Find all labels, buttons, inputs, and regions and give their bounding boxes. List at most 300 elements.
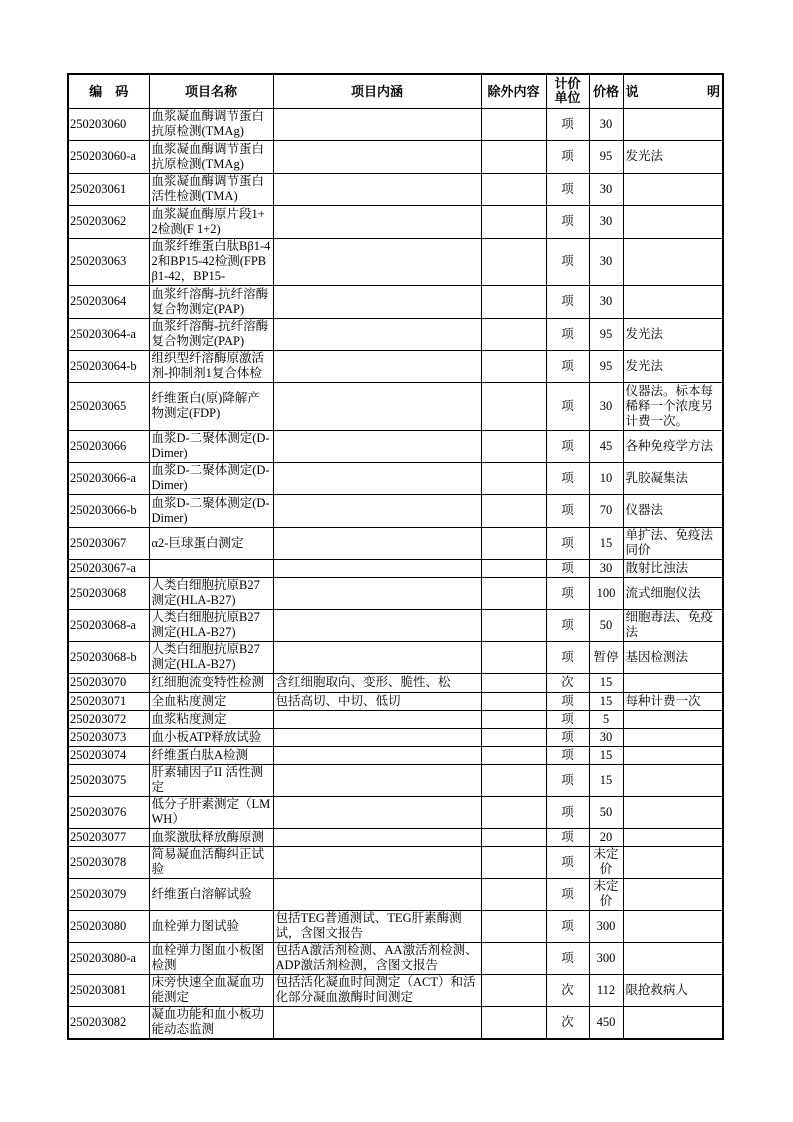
unit-cell: [546, 382, 589, 430]
table-row: [68, 796, 723, 828]
table-row: [68, 878, 723, 910]
unit-cell-text: 项: [561, 772, 574, 787]
note-cell-text: 仪器法。标本每稀释一个浓度另计费一次。: [625, 383, 714, 428]
table-row: [68, 577, 723, 609]
note-cell: [623, 318, 723, 350]
unit-cell-text: 项: [561, 116, 574, 131]
content-cell: [273, 462, 481, 494]
table-row: [68, 641, 723, 673]
price-cell-text: 15: [599, 772, 613, 787]
code-cell: [68, 108, 149, 140]
name-cell-text: 人类白细胞抗原B27测定(HLA-B27): [151, 578, 260, 607]
code-cell: [68, 910, 149, 942]
code-cell: [68, 350, 149, 382]
name-cell-text: 人类白细胞抗原B27测定(HLA-B27): [151, 610, 260, 639]
price-cell-text: 15: [599, 693, 613, 708]
price-cell: [589, 974, 623, 1006]
header-price: 价格: [589, 74, 623, 108]
excluded-cell: [481, 641, 546, 673]
price-cell: [589, 494, 623, 527]
code-cell-text: 250203072: [70, 711, 127, 726]
note-cell-text: 细胞毒法、免疫法: [625, 610, 714, 639]
name-cell-text: 纤维蛋白肽A检测: [151, 747, 249, 762]
note-cell: [623, 828, 723, 846]
code-cell: [68, 318, 149, 350]
code-cell-text: 250203060: [70, 116, 127, 131]
table-row: [68, 318, 723, 350]
unit-cell-text: 项: [561, 181, 574, 196]
note-cell: [623, 710, 723, 728]
excluded-cell: [481, 238, 546, 285]
excluded-cell: [481, 974, 546, 1006]
name-cell: [149, 692, 273, 710]
header-note-left: 说: [625, 83, 639, 99]
content-cell: [273, 238, 481, 285]
price-cell: [589, 910, 623, 942]
unit-cell-text: 项: [561, 649, 574, 664]
unit-cell-text: 项: [561, 503, 574, 517]
table-row: [68, 559, 723, 577]
unit-cell-text: 项: [561, 711, 574, 726]
excluded-cell: [481, 710, 546, 728]
code-cell: [68, 641, 149, 673]
table-row: [68, 692, 723, 710]
note-cell: [623, 974, 723, 1006]
unit-cell-text: 次: [561, 982, 574, 997]
note-cell: [623, 673, 723, 692]
price-cell-text: 95: [599, 326, 613, 341]
unit-cell: [546, 878, 589, 910]
price-cell-text: 30: [599, 294, 613, 308]
excluded-cell: [481, 205, 546, 238]
unit-cell: [546, 764, 589, 796]
unit-cell: [546, 238, 589, 285]
price-cell-text: 95: [599, 358, 613, 373]
content-cell: [273, 205, 481, 238]
code-cell: [68, 796, 149, 828]
unit-cell-text: 项: [561, 535, 574, 550]
name-cell: [149, 641, 273, 673]
unit-cell: [546, 641, 589, 673]
price-cell: [589, 559, 623, 577]
name-cell-text: 血浆粘度测定: [151, 711, 227, 726]
excluded-cell: [481, 527, 546, 559]
code-cell-text: 250203068-a: [70, 617, 136, 632]
excluded-cell: [481, 673, 546, 692]
unit-cell-text: 项: [561, 358, 574, 373]
content-cell: [273, 173, 481, 205]
note-cell: [623, 910, 723, 942]
content-cell: [273, 382, 481, 430]
table-row: [68, 173, 723, 205]
content-cell: [273, 577, 481, 609]
header-content: 项目内涵: [273, 74, 481, 108]
note-cell-text: 发光法: [625, 326, 664, 341]
price-cell: [589, 846, 623, 878]
price-cell-text: 100: [596, 585, 616, 600]
note-cell-text: 发光法: [625, 358, 664, 373]
code-cell: [68, 238, 149, 285]
code-cell: [68, 878, 149, 910]
name-cell: [149, 140, 273, 173]
table-row: [68, 382, 723, 430]
note-cell: [623, 577, 723, 609]
excluded-cell: [481, 494, 546, 527]
table-row: [68, 205, 723, 238]
note-cell-text: 限抢救病人: [625, 982, 689, 997]
name-cell: [149, 108, 273, 140]
note-cell: [623, 430, 723, 462]
code-cell-text: 250203064: [70, 294, 127, 308]
code-cell-text: 250203062: [70, 214, 127, 228]
code-cell-text: 250203073: [70, 729, 127, 744]
content-cell: [273, 878, 481, 910]
note-cell: [623, 764, 723, 796]
header-code: 编 码: [68, 74, 149, 108]
unit-cell: [546, 527, 589, 559]
note-cell-text: 仪器法: [625, 503, 664, 517]
content-cell: [273, 942, 481, 974]
name-cell-text: 床旁快速全血凝血功能测定: [151, 975, 265, 1004]
content-cell: [273, 318, 481, 350]
name-cell: [149, 609, 273, 641]
code-cell-text: 250203066-a: [70, 470, 136, 485]
excluded-cell: [481, 108, 546, 140]
name-cell-text: 血浆纤维蛋白肽Bβ1-42和BP15-42检测(FPBβ1-42，BP15-: [151, 239, 271, 283]
price-cell: [589, 108, 623, 140]
code-cell: [68, 1006, 149, 1039]
unit-cell: [546, 746, 589, 764]
code-cell-text: 250203076: [70, 804, 127, 819]
unit-cell-text: 项: [561, 470, 574, 485]
note-cell-text: 每种计费一次: [625, 693, 701, 708]
unit-cell: [546, 609, 589, 641]
content-cell-text: 包括高切、中切、低切: [275, 693, 401, 708]
note-cell: [623, 527, 723, 559]
note-cell: [623, 942, 723, 974]
code-cell: [68, 846, 149, 878]
code-cell-text: 250203075: [70, 772, 127, 787]
price-cell-text: 20: [599, 829, 613, 844]
content-cell-text: 包括A激活剂检测、AA激活剂检测、ADP激活剂检测，含图文报告: [275, 943, 478, 972]
table-row: [68, 910, 723, 942]
price-cell-text: 15: [599, 747, 613, 762]
content-cell: [273, 910, 481, 942]
price-cell: [589, 350, 623, 382]
unit-cell: [546, 796, 589, 828]
note-cell: [623, 609, 723, 641]
note-cell-text: 单扩法、免疫法同价: [625, 528, 714, 557]
code-cell-text: 250203068-b: [70, 649, 137, 664]
excluded-cell: [481, 764, 546, 796]
code-cell: [68, 205, 149, 238]
table-row: [68, 673, 723, 692]
content-cell: [273, 641, 481, 673]
price-cell-text: 30: [599, 729, 613, 744]
price-cell: [589, 430, 623, 462]
code-cell: [68, 746, 149, 764]
price-cell-text: 15: [599, 675, 613, 689]
unit-cell-text: 项: [561, 214, 574, 228]
excluded-cell: [481, 577, 546, 609]
price-cell: [589, 1006, 623, 1039]
table-row: [68, 846, 723, 878]
price-cell: [589, 878, 623, 910]
excluded-cell: [481, 910, 546, 942]
unit-cell: [546, 692, 589, 710]
unit-cell: [546, 318, 589, 350]
excluded-cell: [481, 318, 546, 350]
unit-cell-text: 项: [561, 693, 574, 708]
unit-cell: [546, 673, 589, 692]
name-cell-text: 血浆D-二聚体测定(D-Dimer): [151, 463, 270, 492]
price-cell: [589, 828, 623, 846]
note-cell: [623, 382, 723, 430]
price-cell-text: 112: [596, 982, 616, 997]
name-cell: [149, 673, 273, 692]
code-cell-text: 250203079: [70, 886, 127, 901]
unit-cell: [546, 710, 589, 728]
code-cell: [68, 974, 149, 1006]
name-cell: [149, 559, 273, 577]
name-cell: [149, 746, 273, 764]
unit-cell: [546, 559, 589, 577]
code-cell-text: 250203077: [70, 829, 127, 844]
unit-cell-text: 项: [561, 617, 574, 632]
unit-cell-text: 项: [561, 149, 574, 163]
name-cell: [149, 796, 273, 828]
price-cell: [589, 238, 623, 285]
price-cell-text: 50: [599, 804, 613, 819]
table-row: [68, 462, 723, 494]
price-cell-text: 70: [599, 503, 613, 517]
code-cell: [68, 527, 149, 559]
excluded-cell: [481, 846, 546, 878]
content-cell: [273, 796, 481, 828]
excluded-cell: [481, 382, 546, 430]
price-cell-text: 30: [599, 560, 613, 575]
unit-cell-text: 项: [561, 560, 574, 575]
price-cell: [589, 710, 623, 728]
unit-cell-text: 项: [561, 326, 574, 341]
name-cell: [149, 1006, 273, 1039]
price-cell-text: 30: [599, 398, 613, 413]
note-cell: [623, 350, 723, 382]
name-cell-text: 血浆凝血酶调节蛋白活性检测(TMA): [151, 174, 265, 203]
code-cell: [68, 494, 149, 527]
table-row: [68, 140, 723, 173]
header-note-right: 明: [706, 83, 720, 99]
code-cell: [68, 285, 149, 318]
price-cell-text: 300: [596, 918, 616, 933]
code-cell: [68, 173, 149, 205]
name-cell-text: 低分子肝素测定（LMWH）: [151, 797, 271, 826]
table-row: [68, 710, 723, 728]
unit-cell: [546, 430, 589, 462]
price-cell: [589, 641, 623, 673]
note-cell: [623, 878, 723, 910]
unit-cell-text: 项: [561, 829, 574, 844]
name-cell-text: 血小板ATP释放试验: [151, 729, 262, 744]
note-cell-text: 散射比浊法: [625, 560, 689, 575]
content-cell-text: 包括活化凝血时间测定（ACT）和活化部分凝血激酶时间测定: [275, 975, 476, 1004]
unit-cell: [546, 1006, 589, 1039]
price-cell: [589, 285, 623, 318]
header-row: [68, 74, 723, 108]
excluded-cell: [481, 728, 546, 746]
code-cell: [68, 728, 149, 746]
table-row: [68, 609, 723, 641]
unit-cell-text: 项: [561, 294, 574, 308]
excluded-cell: [481, 285, 546, 318]
content-cell: [273, 828, 481, 846]
code-cell: [68, 462, 149, 494]
content-cell: [273, 350, 481, 382]
unit-cell: [546, 285, 589, 318]
code-cell-text: 250203066: [70, 438, 127, 453]
content-cell: [273, 609, 481, 641]
name-cell: [149, 764, 273, 796]
price-cell: [589, 796, 623, 828]
code-cell-text: 250203064-b: [70, 358, 137, 373]
name-cell: [149, 942, 273, 974]
content-cell: [273, 140, 481, 173]
price-cell-text: 未定价: [593, 847, 619, 876]
excluded-cell: [481, 140, 546, 173]
code-cell: [68, 828, 149, 846]
code-cell-text: 250203066-b: [70, 503, 137, 517]
content-cell: [273, 764, 481, 796]
name-cell: [149, 350, 273, 382]
unit-cell: [546, 173, 589, 205]
note-cell: [623, 559, 723, 577]
code-cell-text: 250203081: [70, 982, 127, 997]
name-cell: [149, 974, 273, 1006]
code-cell: [68, 609, 149, 641]
content-cell: [273, 494, 481, 527]
content-cell: [273, 846, 481, 878]
name-cell-text: 简易凝血活酶纠正试验: [151, 847, 265, 876]
note-cell: [623, 494, 723, 527]
unit-cell: [546, 942, 589, 974]
price-cell: [589, 140, 623, 173]
table-row: [68, 746, 723, 764]
header-name: 项目名称: [149, 74, 273, 108]
code-cell-text: 250203065: [70, 398, 127, 413]
name-cell: [149, 318, 273, 350]
note-cell-text: 流式细胞仪法: [625, 585, 701, 600]
price-cell-text: 10: [599, 470, 613, 485]
note-cell: [623, 238, 723, 285]
code-cell-text: 250203080: [70, 918, 127, 933]
name-cell: [149, 205, 273, 238]
code-cell: [68, 382, 149, 430]
content-cell: [273, 746, 481, 764]
name-cell-text: 血栓弹力图血小板图检测: [151, 943, 265, 972]
code-cell-text: 250203070: [70, 675, 127, 689]
unit-cell: [546, 728, 589, 746]
unit-cell-text: 项: [561, 438, 574, 453]
table-row: [68, 494, 723, 527]
name-cell-text: α2-巨球蛋白测定: [151, 535, 244, 550]
content-cell: [273, 974, 481, 1006]
price-cell: [589, 462, 623, 494]
price-cell: [589, 318, 623, 350]
excluded-cell: [481, 796, 546, 828]
content-cell: [273, 559, 481, 577]
name-cell: [149, 728, 273, 746]
excluded-cell: [481, 692, 546, 710]
price-cell-text: 450: [596, 1014, 616, 1029]
excluded-cell: [481, 559, 546, 577]
code-cell: [68, 710, 149, 728]
content-cell: [273, 1006, 481, 1039]
code-cell-text: 250203067-a: [70, 560, 136, 575]
price-cell: [589, 527, 623, 559]
note-cell: [623, 746, 723, 764]
price-cell-text: 5: [602, 711, 610, 726]
name-cell: [149, 828, 273, 846]
code-cell: [68, 559, 149, 577]
unit-cell-text: 次: [561, 675, 574, 689]
content-cell: [273, 728, 481, 746]
code-cell: [68, 692, 149, 710]
unit-cell: [546, 205, 589, 238]
price-cell-text: 30: [599, 214, 613, 228]
unit-cell-text: 项: [561, 950, 574, 965]
content-cell: [273, 692, 481, 710]
name-cell-text: 全血粘度测定: [151, 693, 227, 708]
price-cell-text: 30: [599, 254, 613, 268]
excluded-cell: [481, 746, 546, 764]
price-cell-text: 45: [599, 438, 613, 453]
price-cell-text: 30: [599, 181, 613, 196]
note-cell: [623, 796, 723, 828]
name-cell-text: 纤维蛋白(原)降解产物测定(FDP): [151, 391, 260, 420]
note-cell: [623, 692, 723, 710]
note-cell: [623, 140, 723, 173]
note-cell: [623, 1006, 723, 1039]
unit-cell-text: 项: [561, 398, 574, 413]
name-cell: [149, 382, 273, 430]
price-cell: [589, 173, 623, 205]
content-cell-text: 含红细胞取向、变形、脆性、松: [275, 675, 451, 689]
code-cell-text: 250203080-a: [70, 950, 136, 965]
table-row: [68, 238, 723, 285]
name-cell: [149, 430, 273, 462]
code-cell-text: 250203074: [70, 747, 127, 762]
code-cell-text: 250203071: [70, 693, 127, 708]
code-cell-text: 250203060-a: [70, 149, 136, 163]
code-cell-text: 250203061: [70, 181, 127, 196]
name-cell-text: 红细胞流变特性检测: [151, 675, 265, 689]
note-cell-text: 各种免疫学方法: [625, 438, 714, 453]
code-cell-text: 250203082: [70, 1014, 127, 1029]
name-cell: [149, 910, 273, 942]
price-cell: [589, 728, 623, 746]
excluded-cell: [481, 828, 546, 846]
name-cell: [149, 238, 273, 285]
unit-cell-text: 项: [561, 747, 574, 762]
name-cell-text: 血浆纤溶酶-抗纤溶酶复合物测定(PAP): [151, 319, 269, 348]
price-cell-text: 15: [599, 535, 613, 550]
name-cell-text: 组织型纤溶酶原激活剂-抑制剂1复合体检: [151, 351, 265, 380]
note-cell-text: 发光法: [625, 149, 664, 163]
unit-cell: [546, 140, 589, 173]
code-cell: [68, 577, 149, 609]
code-cell-text: 250203078: [70, 854, 127, 869]
unit-cell-text: 次: [561, 1014, 574, 1029]
